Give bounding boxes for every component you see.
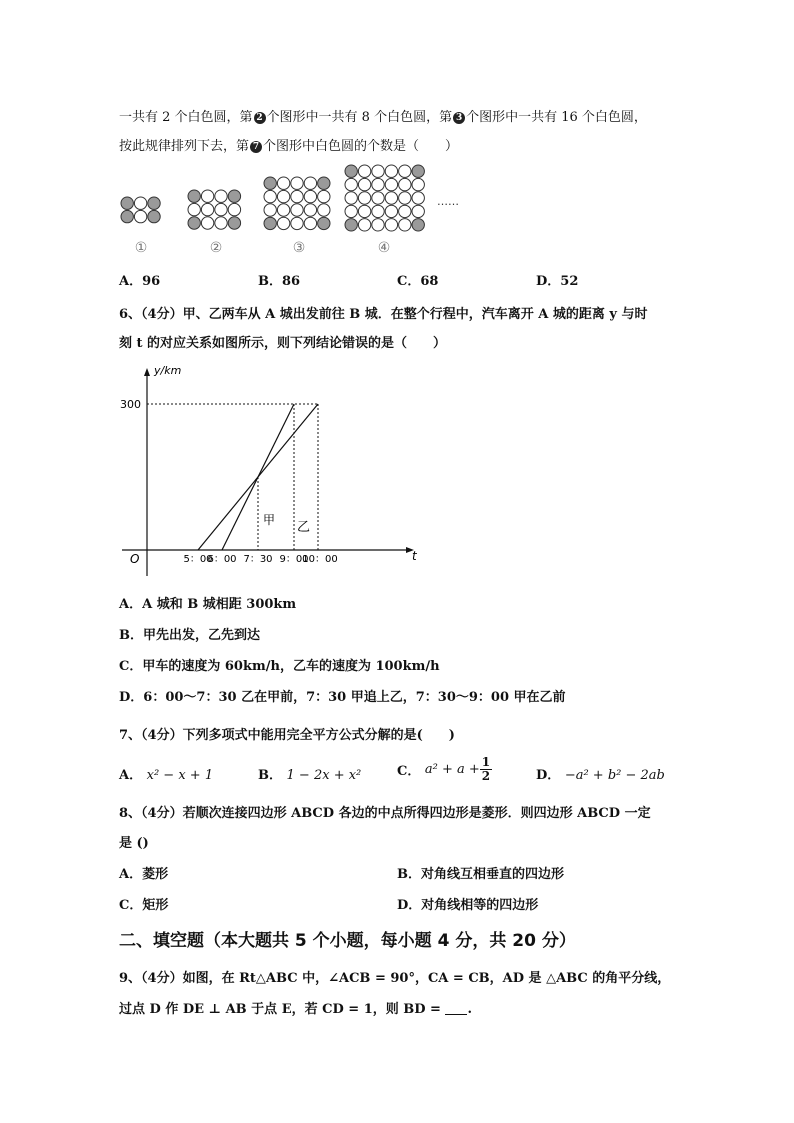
q5-text: 个图形中一共有 16 个白色圆， (466, 110, 647, 125)
q8-option-b[interactable] (397, 863, 564, 882)
circled-number: 2 (254, 112, 266, 124)
option-letter: B． (258, 274, 282, 289)
grey-circle (318, 217, 330, 229)
q8-option-d[interactable] (397, 894, 538, 913)
white-circle (399, 192, 411, 204)
q9-stem-line1: 9、（4分）如图，在 Rt△ABC 中，∠ACB = 90°，CA = CB，AD 是 △ABC 的角平分线， (119, 971, 671, 986)
series-line-yi (222, 404, 294, 550)
q8-option-a[interactable] (119, 863, 168, 882)
x-tick-label: 10：00 (302, 554, 338, 565)
q5-stem-line2 (119, 135, 458, 154)
q9-text: 过点 D 作 DE ⊥ AB 于点 E，若 CD = 1，则 BD = (119, 1002, 441, 1017)
answer-blank[interactable] (445, 1002, 467, 1015)
white-circle (385, 165, 397, 177)
x-axis-label: t (412, 549, 417, 563)
white-circle (372, 192, 384, 204)
y-axis-arrow (144, 368, 150, 376)
white-circle (264, 204, 276, 216)
option-text: 52 (560, 274, 579, 289)
white-circle (399, 219, 411, 231)
q6-option-a[interactable] (119, 593, 296, 612)
grey-circle (412, 165, 424, 177)
white-circle (345, 192, 357, 204)
white-circle (304, 177, 316, 189)
white-circle (412, 192, 424, 204)
option-letter: C． (397, 274, 421, 289)
white-circle (385, 205, 397, 217)
figure-label: ④ (377, 240, 391, 256)
pattern-figure-4 (345, 165, 424, 231)
white-circle (372, 165, 384, 177)
grey-circle (228, 190, 240, 202)
q6-distance-time-chart (118, 360, 438, 585)
white-circle (399, 165, 411, 177)
white-circle (215, 190, 227, 202)
white-circle (201, 217, 213, 229)
white-circle (372, 205, 384, 217)
q8-stem-line2: 是 () (119, 836, 149, 851)
q7-option-a[interactable] (119, 764, 213, 783)
white-circle (277, 190, 289, 202)
white-circle (304, 217, 316, 229)
grey-circle (121, 197, 133, 209)
circled-number: 3 (453, 112, 465, 124)
fraction (480, 756, 492, 783)
grey-circle (148, 210, 160, 222)
y-axis-label: y/km (154, 364, 182, 377)
q5-option-b[interactable] (258, 270, 300, 289)
option-text: 菱形 (142, 867, 169, 882)
option-expression: −a² + b² − 2ab (564, 768, 665, 783)
white-circle (385, 219, 397, 231)
figure-label: ② (209, 240, 223, 256)
white-circle (399, 178, 411, 190)
q5-text: 个图形中白色圆的个数是（ ） (263, 139, 459, 154)
white-circle (201, 190, 213, 202)
white-circle (399, 205, 411, 217)
option-letter: D． (536, 274, 561, 289)
x-tick-label: 6：00 (207, 554, 237, 565)
x-tick-label: 5：00 (183, 554, 213, 565)
q7-option-c[interactable] (397, 756, 492, 783)
grey-circle (318, 177, 330, 189)
q6-option-c[interactable] (119, 655, 440, 674)
grey-circle (188, 217, 200, 229)
option-letter: B． (119, 628, 143, 643)
option-text: 6：00～7：30 乙在甲前，7：30 甲追上乙，7：30～9：00 甲在乙前 (143, 690, 566, 705)
q5-text: 一共有 2 个白色圆，第 (119, 110, 253, 125)
q6-stem-line1: 6、（4分）甲、乙两车从 A 城出发前往 B 城．在整个行程中，汽车离开 A 城的距离 y 与时 (119, 307, 648, 322)
q5-pattern-figures (0, 160, 794, 270)
grey-circle (264, 177, 276, 189)
white-circle (358, 165, 370, 177)
white-circle (134, 197, 146, 209)
option-letter: D． (397, 898, 422, 913)
white-circle (358, 192, 370, 204)
grey-circle (148, 197, 160, 209)
option-text: 对角线相等的四边形 (421, 898, 539, 913)
white-circle (318, 190, 330, 202)
y-tick-label: 300 (120, 398, 141, 411)
white-circle (345, 178, 357, 190)
white-circle (358, 219, 370, 231)
q9-stem-line2 (119, 998, 472, 1017)
white-circle (345, 205, 357, 217)
white-circle (215, 217, 227, 229)
origin-label: O (130, 552, 140, 566)
q7-option-d[interactable] (536, 764, 665, 783)
white-circle (318, 204, 330, 216)
white-circle (372, 219, 384, 231)
white-circle (358, 178, 370, 190)
q5-option-a[interactable] (119, 270, 160, 289)
pattern-figure-1 (121, 197, 160, 223)
section-title: 二、填空题（本大题共 5 个小题，每小题 4 分，共 20 分） (119, 931, 576, 951)
ellipsis: …… (437, 195, 459, 208)
q6-stem-line2: 刻 t 的对应关系如图所示，则下列结论错误的是（ ） (119, 336, 447, 351)
option-text: 甲车的速度为 60km/h，乙车的速度为 100km/h (142, 659, 440, 674)
x-tick-label: 9：00 (279, 554, 309, 565)
q8-option-c[interactable] (119, 894, 168, 913)
white-circle (201, 203, 213, 215)
q9-text: . (467, 1002, 473, 1017)
white-circle (228, 203, 240, 215)
grey-circle (121, 210, 133, 222)
white-circle (291, 217, 303, 229)
option-letter: B． (397, 867, 421, 882)
option-text: 对角线互相垂直的四边形 (421, 867, 565, 882)
option-expression: 1 − 2x + x² (286, 768, 362, 783)
option-letter: A． (119, 274, 143, 289)
option-expression: a² + a + (424, 762, 480, 777)
grey-circle (228, 217, 240, 229)
option-letter: B． (258, 768, 282, 783)
q6-option-b[interactable] (119, 624, 260, 643)
figure-label: ③ (292, 240, 306, 256)
grey-circle (412, 219, 424, 231)
q5-text: 个图形中一共有 8 个白色圆，第 (266, 110, 453, 125)
option-text: 96 (142, 274, 161, 289)
white-circle (291, 177, 303, 189)
white-circle (277, 204, 289, 216)
series-label-jia: 甲 (263, 513, 276, 527)
circled-number: 7 (250, 141, 262, 153)
white-circle (304, 204, 316, 216)
option-letter: D． (536, 768, 561, 783)
white-circle (412, 178, 424, 190)
option-text: 矩形 (142, 898, 169, 913)
q8-stem-line1: 8、（4分）若顺次连接四边形 ABCD 各边的中点所得四边形是菱形．则四边形 ABCD 一定 (119, 806, 651, 821)
grey-circle (264, 217, 276, 229)
x-tick-label: 7：30 (243, 554, 273, 565)
option-text: 86 (282, 274, 301, 289)
fraction-denominator: 2 (481, 769, 491, 783)
option-letter: A． (119, 867, 143, 882)
q7-option-b[interactable] (258, 764, 361, 783)
option-letter: C． (119, 659, 143, 674)
white-circle (358, 205, 370, 217)
grey-circle (345, 219, 357, 231)
white-circle (291, 204, 303, 216)
option-letter: C． (397, 764, 421, 779)
white-circle (215, 203, 227, 215)
figure-label: ① (134, 240, 148, 256)
pattern-figure-3 (264, 177, 330, 230)
option-text: 甲先出发，乙先到达 (143, 628, 261, 643)
white-circle (385, 178, 397, 190)
white-circle (188, 203, 200, 215)
fraction-numerator: 1 (481, 755, 491, 769)
option-letter: C． (119, 898, 143, 913)
white-circle (304, 190, 316, 202)
grey-circle (345, 165, 357, 177)
q7-stem: 7、（4分）下列多项式中能用完全平方公式分解的是( ) (119, 728, 455, 743)
q6-option-d[interactable] (119, 686, 566, 705)
white-circle (385, 192, 397, 204)
option-text: A 城和 B 城相距 300km (142, 597, 297, 612)
option-text: 68 (420, 274, 439, 289)
q5-text: 按此规律排列下去，第 (119, 139, 250, 154)
q5-option-d[interactable] (536, 270, 578, 289)
option-letter: A． (119, 768, 143, 783)
option-letter: A． (119, 597, 143, 612)
option-letter: D． (119, 690, 144, 705)
white-circle (372, 178, 384, 190)
pattern-figure-2 (188, 190, 241, 229)
q5-stem-line1 (119, 106, 647, 125)
white-circle (291, 190, 303, 202)
white-circle (264, 190, 276, 202)
grey-circle (188, 190, 200, 202)
q5-option-c[interactable] (397, 270, 438, 289)
option-expression: x² − x + 1 (146, 768, 214, 783)
white-circle (412, 205, 424, 217)
series-label-yi: 乙 (297, 520, 311, 535)
white-circle (277, 217, 289, 229)
white-circle (277, 177, 289, 189)
white-circle (134, 210, 146, 222)
